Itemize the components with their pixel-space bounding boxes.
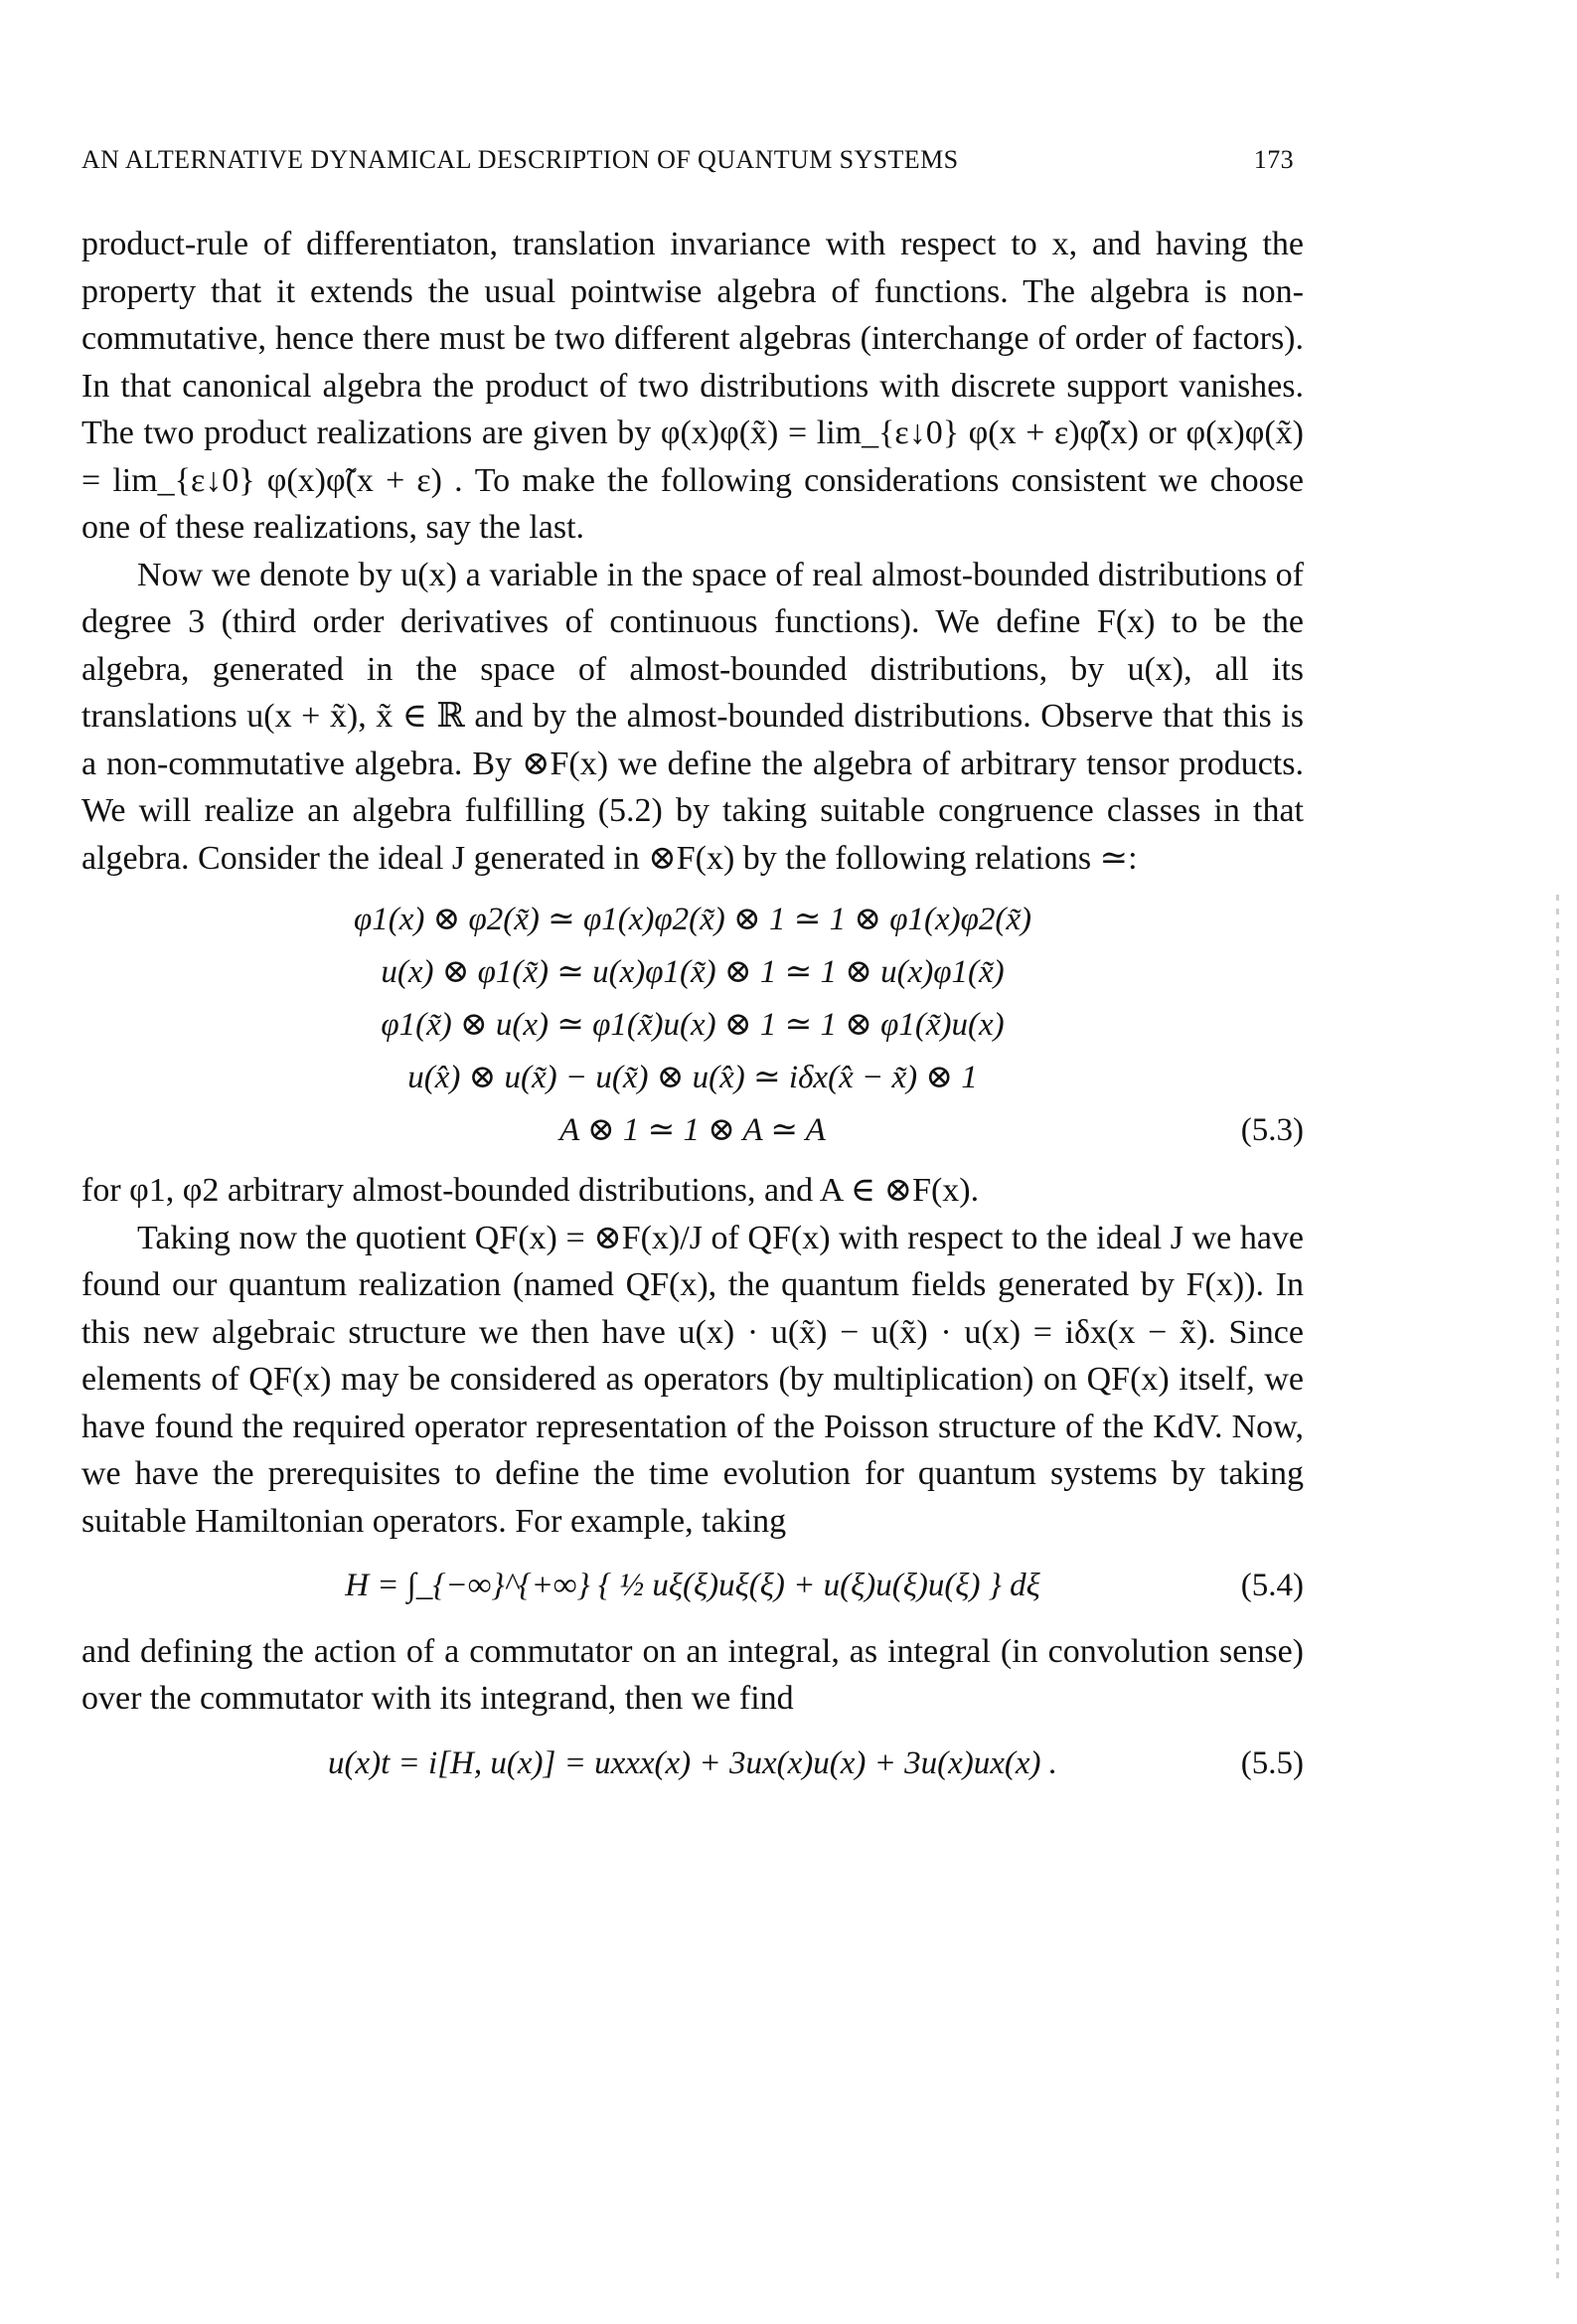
body-text — [81, 221, 1304, 1805]
equation-5-3-line-3: φ1(x̃) ⊗ u(x) ≃ φ1(x̃)u(x) ⊗ 1 ≃ 1 ⊗ φ1(x̃)u(x) — [381, 1007, 1005, 1043]
paragraph-4: Taking now the quotient QF(x) = ⊗F(x)/J of QF(x) with respect to the ideal J we have found our quantum realization (named QF(x), the quantum fields generated by F(x)). In this new algebraic structure we then have u(x) · u(x̃) − u(x̃) · u(x) = iδx(x − x̃). Since elements of QF(x) may be considered as operators (by multiplication) on QF(x) itself, we have found the required operator representation of the Poisson structure of the KdV. Now, we have the prerequisites to define the time evolution for quantum systems by taking suitable Hamiltonian operators. For example, taking — [81, 1219, 1304, 1540]
paragraph-5: and defining the action of a commutator on an integral, as integral (in convolution sense) over the commutator with its integrand, then we find — [81, 1632, 1304, 1717]
running-title: AN ALTERNATIVE DYNAMICAL DESCRIPTION OF QUANTUM SYSTEMS — [81, 145, 959, 174]
equation-number-5-5: (5.5) — [1240, 1744, 1304, 1781]
page-number: 173 — [1253, 145, 1294, 174]
equation-number-5-4: (5.4) — [1240, 1568, 1304, 1603]
paragraph-1: product-rule of differentiaton, translation invariance with respect to x, and having the property that it extends the usual pointwise algebra of functions. The algebra is non-commutative, hence there must be two different algebras (interchange of order of factors). In that canonical algebra the product of two distributions with discrete support vanishes. The two product realizations are given by φ(x)φ(x̃) = lim_{ε↓0} φ(x + ε)φ̃(x) or φ(x)φ(x̃) = lim_{ε↓0} φ(x)φ̃(x + ε) . To make the following considerations consistent we choose one of these realizations, say the last. — [81, 226, 1304, 546]
equation-5-3 — [81, 894, 1304, 1157]
scan-edge-artifact — [1556, 895, 1559, 2286]
equation-5-4-body: H = ∫_{−∞}^{+∞} { ½ uξ(ξ)uξ(ξ) + u(ξ)u(ξ)u(ξ) } dξ — [345, 1568, 1040, 1603]
equation-number-5-3: (5.3) — [1240, 1112, 1304, 1148]
equation-5-3-line-2: u(x) ⊗ φ1(x̃) ≃ u(x)φ1(x̃) ⊗ 1 ≃ 1 ⊗ u(x)φ1(x̃) — [381, 954, 1005, 990]
paragraph-3: for φ1, φ2 arbitrary almost-bounded distributions, and A ∈ ⊗F(x). — [81, 1172, 980, 1209]
paragraph-2: Now we denote by u(x) a variable in the space of real almost-bounded distributions of degree 3 (third order derivatives of continuous functions). We define F(x) to be the algebra, generated in the space of almost-bounded distributions, by u(x), all its translations u(x + x̃), x̃ ∈ ℝ and by the almost-bounded distributions. Observe that this is a non-commutative algebra. By ⊗F(x) we define the algebra of arbitrary tensor products. We will realize an algebra fulfilling (5.2) by taking suitable congruence classes in that algebra. Consider the ideal J generated in ⊗F(x) by the following relations ≃: — [81, 556, 1304, 877]
equation-5-3-line-1: φ1(x) ⊗ φ2(x̃) ≃ φ1(x)φ2(x̃) ⊗ 1 ≃ 1 ⊗ φ1(x)φ2(x̃) — [353, 902, 1032, 937]
equation-5-3-line-5: A ⊗ 1 ≃ 1 ⊗ A ≃ A (5.3) — [81, 1104, 1304, 1157]
equation-5-3-line-4: u(x̂) ⊗ u(x̃) − u(x̃) ⊗ u(x̂) ≃ iδx(x̂ − x̃) ⊗ 1 — [407, 1060, 978, 1095]
equation-5-4 — [81, 1563, 1304, 1610]
equation-5-5 — [81, 1741, 1304, 1788]
equation-5-5-body: u(x)t = i[H, u(x)] = uxxx(x) + 3ux(x)u(x) + 3u(x)ux(x) . — [327, 1744, 1058, 1781]
